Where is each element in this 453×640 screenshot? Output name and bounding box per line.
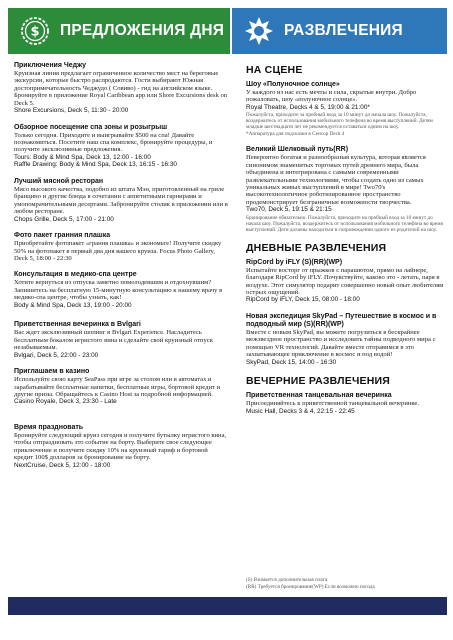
offer-body: Вас ждет эксклюзивный шопинг в Bvlgari Experience. Насладитесь бесплатным бокалом игристого вина и сделайте свой круизный отпуск незабываемым.	[14, 329, 213, 352]
offer-title: Лучший мясной ресторан	[14, 178, 104, 186]
event-venue: Two70, Deck 5, 19:15 & 21:15	[246, 206, 332, 214]
offer-item	[14, 124, 228, 169]
event-title: Великий Шелковый путь(RR)	[246, 146, 349, 154]
event-note: Пожалуйста, приходите за пробный вход за 10 минут до начала шоу. Пожалуйста, воздержитесь от использования мобильного телефона во время выступлений. Детям младше шестнадцати лет не рекомендуется оставаться одним на шоу.	[246, 112, 433, 131]
section-evening: ВЕЧЕРНИЕ РАЗВЛЕЧЕНИЯ	[246, 375, 391, 388]
offers-title: ПРЕДЛОЖЕНИЯ ДНЯ	[60, 22, 225, 39]
offer-venue: Chops Grille, Deck 5, 17:00 - 21:00	[14, 215, 114, 223]
offer-body: Используйте свою карту SeaPass при игре за столом или в автоматах и зарабатывайте бесплатные напитки, бесплатные игры, бортовой кредит и другие призы. Обращайтесь к Casino Host за подробной информацией.	[14, 376, 221, 398]
section-on-stage: НА СЦЕНЕ	[246, 64, 303, 76]
event-item	[246, 313, 444, 366]
event-title: Приветственная танцевальная вечеринка	[246, 392, 392, 400]
event-item	[246, 146, 444, 232]
offer-item	[14, 368, 228, 406]
offer-title: Приключения Чеджу	[14, 62, 86, 69]
offers-header	[8, 8, 230, 54]
offer-item	[14, 424, 228, 469]
event-body: Невероятно богатая и разнообразная культура, которая является синонимом знаменитых торговых путей древнего мира, была объединена и интегрирована с самыми современными развлекательными технологиями, чтобы создать одно из самых уникальных живых выступлений в мире! Two70's высокотехнологичное роботизированное пространство продемонстрирует безграничные возможности творчества.	[246, 154, 426, 206]
offer-body: Приобретайте фотопакет «грання плашка» и экономьте! Получите скидку 50% на фотопакет в первый два дня вашего круиза. Focus Photo Gallery, Deck 5, 18:00 - 22:30	[14, 240, 222, 263]
event-item	[246, 81, 444, 137]
entertainment-column	[246, 62, 444, 424]
dollar-badge-icon	[20, 16, 50, 46]
event-note-secondary: *Аппаратура для подсказки в Сенсор Deck 4	[246, 131, 345, 138]
event-venue: Royal Theatre, Decks 4 & 5, 19:00 & 21:00*	[246, 103, 370, 111]
svg-text:$: $	[30, 24, 40, 40]
event-item	[246, 259, 444, 304]
footnotes	[246, 576, 444, 590]
event-body: Присоединяйтесь к приветственной танцевальной вечеринке.	[246, 400, 420, 408]
event-venue: Music Hall, Decks 3 & 4, 22:15 - 22:45	[246, 407, 355, 415]
event-item	[246, 392, 444, 415]
offer-venue: Casino Royale, Deck 3, 23:30 - Late	[14, 398, 117, 406]
offer-venue: Shore Excursions, Deck 5, 11:30 - 20:00	[14, 107, 129, 115]
event-venue: RipCord by iFLY, Deck 15, 08:00 - 18:00	[246, 296, 360, 304]
offer-title: Время праздновать	[14, 423, 84, 431]
offer-item	[14, 271, 228, 309]
starburst-icon	[244, 16, 274, 46]
offer-item	[14, 178, 228, 223]
offer-item	[14, 232, 228, 262]
offer-venue: NextCruise, Deck 5, 12:00 - 18:00	[14, 461, 111, 469]
offer-venue: Body & Mind Spa, Deck 13, 19:00 - 20:00	[14, 301, 132, 309]
offer-body: Бронируйте следующий круиз сегодня и получите бутылку игристого вина, чтобы отпраздновать это событие на борту. Выберите свое следующее приключение и получите скидку 10% на круизный тариф и бортовой кредит 100$ долларов за бронирование на борту.	[14, 431, 227, 462]
offer-title: Фото пакет гранния плашка	[14, 232, 111, 240]
event-body: У каждого из нас есть мечты и сила, скрытые внутри. Добро пожаловать, шоу «полуночное солнце».	[246, 89, 417, 104]
offer-item	[14, 321, 228, 359]
offers-column	[14, 62, 228, 478]
offer-title: Обзорное посещение спа зоны и розыгрыш	[14, 123, 168, 131]
entertainment-header	[232, 8, 447, 54]
bottom-bar	[8, 597, 447, 615]
offer-title: Приглашаем в казино	[14, 368, 90, 376]
offer-title: Приветственная вечеринка в Bvlgari	[14, 321, 141, 329]
offer-body: Мясо высокого качества, подобно из штата Мэн, приготовленный на гриле бранцино и другие блюда в сочетании с аппетитными гарнирами и умопомрачительными десертами. Забронируйте столик в приложении или в любом ресторане.	[14, 186, 228, 216]
section-daytime: ДНЕВНЫЕ РАЗВЛЕЧЕНИЯ	[246, 241, 387, 254]
event-title: Шоу «Полуночное солнце»	[246, 81, 340, 88]
footnote-reservation: (RR) Требуется бронирование(WP) Если возможно погода	[246, 584, 375, 590]
offer-venue-secondary: Raffle Drawing: Body & Mind Spa, Deck 13, 16:15 - 16:30	[14, 161, 177, 169]
offer-body: Круизная линия предлагает ограниченное количество мест на береговые экскурсии, которые быстро распродаются. Гости выбирают Южная достопримечательность Чеджудо ( Совиво) - гид на английском языке. Бронируйте в приложение Royal Caribbean app или Shore Excursions desk on Deck 5.	[14, 70, 228, 107]
event-venue: SkyPad, Deck 15, 14:00 - 16:30	[246, 358, 337, 366]
event-body: Вместе с новым SkyPad, вы можете погрузиться в бескрайнее межзвездное пространство и исследовать тайны подводного мира с помощью VR технологий. Давайте вместе отправимся в это захватывающее приключение в космос и под водой!	[246, 329, 436, 359]
offer-item	[14, 62, 228, 115]
event-body: Испытайте восторг от прыжков с парашютом, прямо на лайнере, благодаря RipCord by iFLY. Почувствуйте, каково это - летать, паря в воздухе. Этот симулятор подарит совершенно новый опыт любителям острых ощущений.	[246, 266, 444, 297]
offer-title: Консультация в медико-спа центре	[14, 271, 137, 279]
event-title: Новая экспедиция SkyPad – Путешествие в космос и в подводный мир (S)(RR)(WP)	[246, 313, 437, 329]
entertainment-title: РАЗВЛЕЧЕНИЯ	[284, 22, 403, 39]
offer-venue: Bvlgari, Deck 5, 22:00 - 23:00	[14, 351, 99, 359]
event-title: RipCord by iFLY (S)(RR)(WP)	[246, 258, 343, 266]
event-note: Бронирование обязательно. Пожалуйста, приходите на пробный вход за 10 минут до начала шоу. Пожалуйста, воздержитесь от использования мобильного телефона во время выступлений. Дети должны находиться в сопровождении одного из родителей на шоу.	[246, 214, 443, 233]
offer-venue: Tours: Body & Mind Spa, Deck 13, 12:00 - 16:00	[14, 153, 151, 161]
offer-body: Хотите вернуться из отпуска заметно помолодевшим и отдохнувшим? Запишитесь на бесплатную 15-минутную консультацию к нашему врачу в медико-спа центре, чтобы узнать, как!	[14, 279, 223, 302]
footnote-surcharge: (S) Взимается дополнительная плата.	[246, 577, 329, 583]
offer-body: Только сегодня. Приходите и выигрывайте $500 на спа! Давайте познакомиться. Посетите наш спа комплекс, бронируйте процедуры, и получите эксклюзивные предложения.	[14, 131, 213, 154]
